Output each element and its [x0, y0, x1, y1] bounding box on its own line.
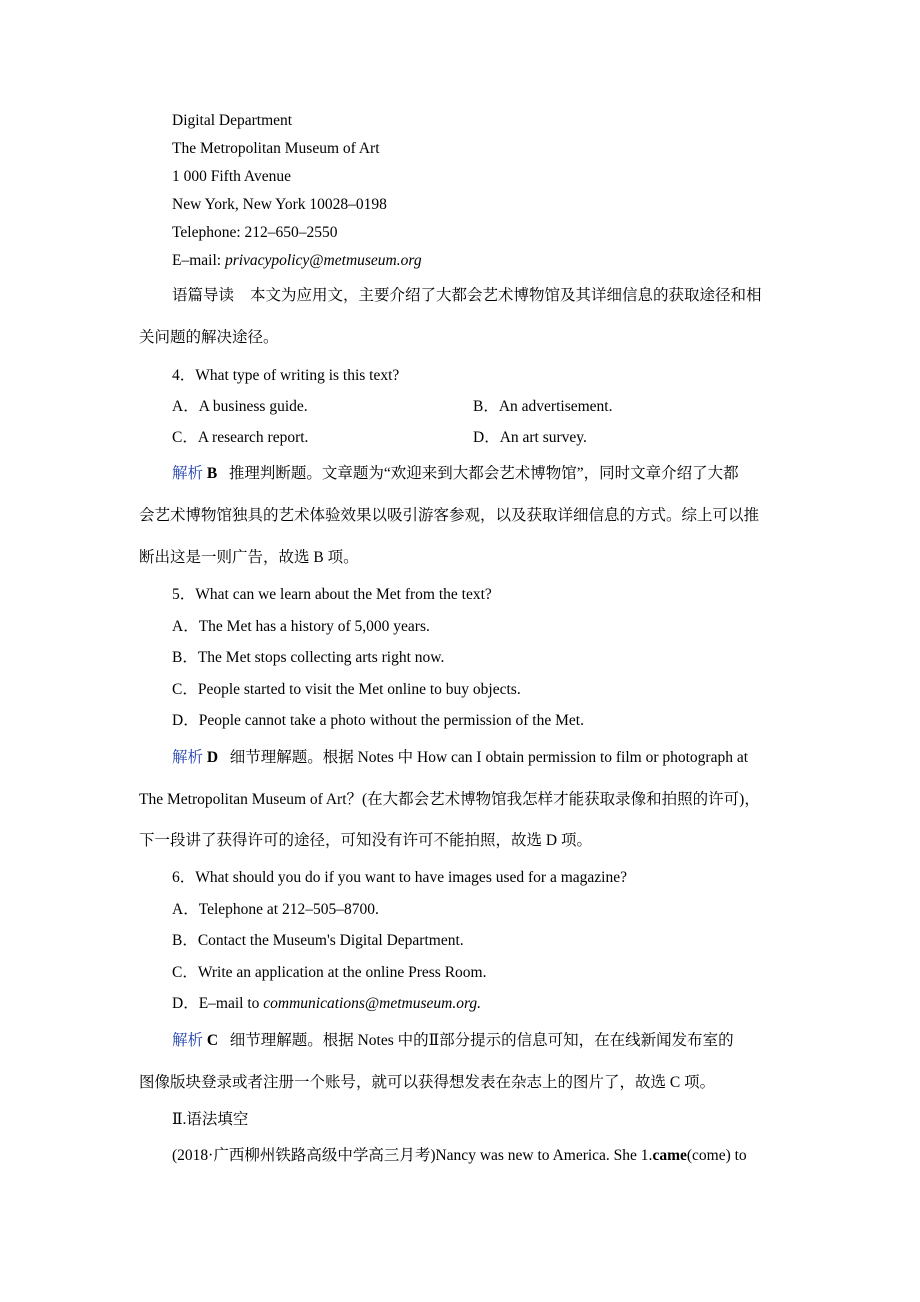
q6-analysis-label: 解析	[172, 1032, 204, 1049]
q5-analysis-label: 解析	[172, 749, 204, 766]
q4-analysis-label: 解析	[172, 465, 204, 482]
q6-option-b: B．Contact the Museum's Digital Department.	[172, 932, 464, 949]
q5-option-c: C．People started to visit the Met online to buy objects.	[172, 681, 521, 698]
q6-explanation-1: 细节理解题。根据 Notes 中的Ⅱ部分提示的信息可知，在在线新闻发布室的	[229, 1032, 734, 1049]
email-label: E–mail:	[172, 252, 225, 269]
guide-line-2: 关问题的解决途径。	[139, 329, 279, 346]
q5-option-a: A．The Met has a history of 5,000 years.	[172, 618, 430, 635]
q4-option-d: D．An art survey.	[473, 429, 587, 446]
q6-analysis-line-1	[172, 1031, 734, 1051]
q6-option-a: A．Telephone at 212–505–8700.	[172, 901, 379, 918]
q6-explanation-2: 图像版块登录或者注册一个账号，就可以获得想发表在杂志上的图片了，故选 C 项。	[139, 1074, 716, 1091]
address-museum: The Metropolitan Museum of Art	[172, 140, 380, 157]
q5-answer: D	[206, 749, 219, 766]
q5-explanation-2: The Metropolitan Museum of Art？(在大都会艺术博物馆我怎样才能获取录像和拍照的许可)，	[139, 791, 760, 808]
q4-option-a: A．A business guide.	[172, 398, 308, 415]
guide-line-1	[172, 286, 762, 306]
address-email	[172, 251, 422, 271]
q4-explanation-1: 推理判断题。文章题为“欢迎来到大都会艺术博物馆”，同时文章介绍了大都	[228, 465, 739, 482]
blank-1-answer: came	[652, 1147, 687, 1164]
q6-stem: 6．What should you do if you want to have images used for a magazine?	[172, 869, 627, 886]
q4-option-b: B．An advertisement.	[473, 398, 613, 415]
section-2-intro	[172, 1146, 747, 1166]
q5-stem: 5．What can we learn about the Met from the text?	[172, 586, 492, 603]
section-2-title: Ⅱ.语法填空	[172, 1111, 249, 1128]
q4-answer: B	[206, 465, 218, 482]
guide-text-1: 本文为应用文，主要介绍了大都会艺术博物馆及其详细信息的获取途径和相	[250, 287, 762, 304]
q6-answer: C	[206, 1032, 219, 1049]
q4-option-c: C．A research report.	[172, 429, 309, 446]
q5-analysis-line-1	[172, 748, 748, 768]
q6-option-d-email: communications@metmuseum.org.	[263, 995, 482, 1012]
address-city: New York, New York 10028–0198	[172, 196, 387, 213]
q5-option-d: D．People cannot take a photo without the permission of the Met.	[172, 712, 584, 729]
q4-analysis-line-1	[172, 464, 739, 484]
address-department: Digital Department	[172, 112, 293, 129]
q4-explanation-2: 会艺术博物馆独具的艺术体验效果以吸引游客参观，以及获取详细信息的方式。综上可以推	[139, 507, 760, 524]
q4-explanation-3: 断出这是一则广告，故选 B 项。	[139, 549, 359, 566]
email-value: privacypolicy@metmuseum.org	[224, 252, 422, 269]
q4-stem: 4．What type of writing is this text?	[172, 367, 400, 384]
q5-option-b: B．The Met stops collecting arts right now.	[172, 649, 445, 666]
q6-option-c: C．Write an application at the online Press Room.	[172, 964, 487, 981]
q6-option-d	[172, 994, 481, 1014]
address-telephone: Telephone: 212–650–2550	[172, 224, 338, 241]
section-2-intro-prefix: (2018·广西柳州铁路高级中学高三月考)Nancy was new to America. She 1.	[172, 1147, 653, 1164]
section-2-intro-suffix: (come) to	[686, 1147, 747, 1164]
q5-explanation-1: 细节理解题。根据 Notes 中 How can I obtain permission to film or photograph at	[229, 749, 749, 766]
q6-option-d-prefix: D．E–mail to	[172, 995, 264, 1012]
address-street: 1 000 Fifth Avenue	[172, 168, 291, 185]
q5-explanation-3: 下一段讲了获得许可的途径，可知没有许可不能拍照，故选 D 项。	[139, 832, 592, 849]
guide-label: 语篇导读	[172, 287, 235, 304]
